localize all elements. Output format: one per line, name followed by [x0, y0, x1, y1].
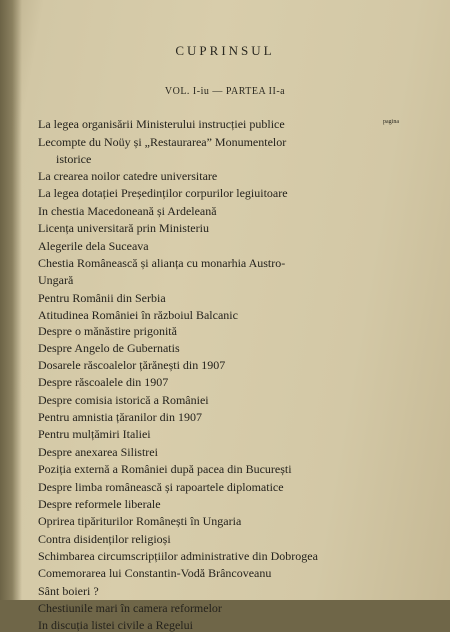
toc-entry [38, 428, 388, 441]
toc-entry [38, 567, 388, 580]
toc-entry [38, 446, 388, 459]
toc-entry-title: La legea organisării Ministerului instrucției publice [38, 118, 285, 131]
toc-entry-title: Pentru mulțămiri Italiei [38, 428, 151, 442]
toc-entry [38, 136, 388, 149]
toc-entry [38, 309, 388, 322]
toc-entry-title: In discuția listei civile a Regelui [38, 619, 193, 632]
toc-entry [38, 292, 388, 305]
toc-entry [38, 463, 388, 476]
toc-entry [38, 602, 388, 615]
toc-entry [38, 118, 388, 131]
toc-entry-title: Licența universitară prin Ministeriu [38, 222, 209, 236]
toc-entry [38, 205, 388, 218]
toc-entry [38, 481, 388, 494]
toc-entry-title: Despre reformele liberale [38, 497, 161, 511]
toc-entry-title: Dosarele răscoalelor țărănești din 1907 [38, 359, 226, 373]
toc-entry-title: In chestia Macedoneană și Ardeleană [38, 204, 217, 218]
toc-entry-title: Despre o mănăstire prigonită [38, 325, 177, 339]
toc-entry-title: Contra disidenților religioși [38, 532, 171, 546]
toc-entry-title: Comemorarea lui Constantin-Vodă Brâncoveanu [38, 567, 272, 581]
toc-entry-title: istorice [56, 152, 92, 166]
toc-entry [38, 187, 388, 200]
toc-entry [38, 342, 388, 355]
toc-entry [38, 257, 388, 270]
toc-entry-title: Lecompte du Noüy și „Restaurarea” Monumentelor [38, 136, 287, 150]
toc-entry [38, 515, 388, 528]
toc-entry-title: Chestia Românească și alianța cu monarhia Austro- [38, 256, 286, 270]
toc-entry-title: Despre comisia istorică a României [38, 393, 209, 407]
toc-entry-title: Pentru amnistia țăranilor din 1907 [38, 411, 202, 425]
toc-entry-title: Poziția externă a României după pacea din București [38, 463, 292, 477]
page-title: CUPRINSUL [175, 43, 275, 58]
toc-entry [38, 240, 388, 253]
toc-entry-title: Despre răscoalele din 1907 [38, 376, 169, 390]
toc-entry [38, 274, 388, 287]
toc-entry-title: Alegerile dela Suceava [38, 239, 149, 253]
toc-entry-title: Despre limba românească și rapoartele diplomatice [38, 480, 284, 494]
toc-entry-title: La legea dotației Președinților corpurilor legiuitoare [38, 187, 288, 201]
toc-entry-title: Atitudinea României în războiul Balcanic [38, 308, 238, 322]
toc-entry-title: La crearea noilor catedre universitare [38, 170, 218, 184]
toc-entry [38, 394, 388, 407]
toc-entry-title: Chestiunile mari în camera reformelor [38, 602, 222, 616]
page-column-header: pagina [383, 119, 399, 125]
toc-entry [38, 376, 388, 389]
toc-entry [38, 498, 388, 511]
toc-entry [38, 222, 388, 235]
toc-entry-title: Schimbarea circumscripțiilor administrative din Dobrogea [38, 550, 318, 563]
toc-entry-title: Ungară [38, 274, 74, 288]
volume-subtitle: VOL. I-iu — PARTEA II-a [164, 86, 286, 97]
toc-entry-title: Sânt boieri ? [38, 584, 99, 598]
toc-entry [38, 619, 388, 632]
toc-entry-title: Oprirea tipăriturilor Românești în Ungaria [38, 515, 242, 529]
toc-entry-title: Despre anexarea Silistrei [38, 445, 158, 459]
toc-entry [56, 153, 406, 166]
toc-entry [38, 550, 388, 563]
toc-entry [38, 325, 388, 338]
toc-entry-title: Despre Angelo de Gubernatis [38, 341, 180, 355]
toc-entry [38, 411, 388, 424]
toc-entry [38, 585, 388, 598]
toc-entry-title: Pentru Românii din Serbia [38, 291, 166, 305]
toc-entry [38, 170, 388, 183]
toc-entry [38, 359, 388, 372]
toc-entry [38, 533, 388, 546]
